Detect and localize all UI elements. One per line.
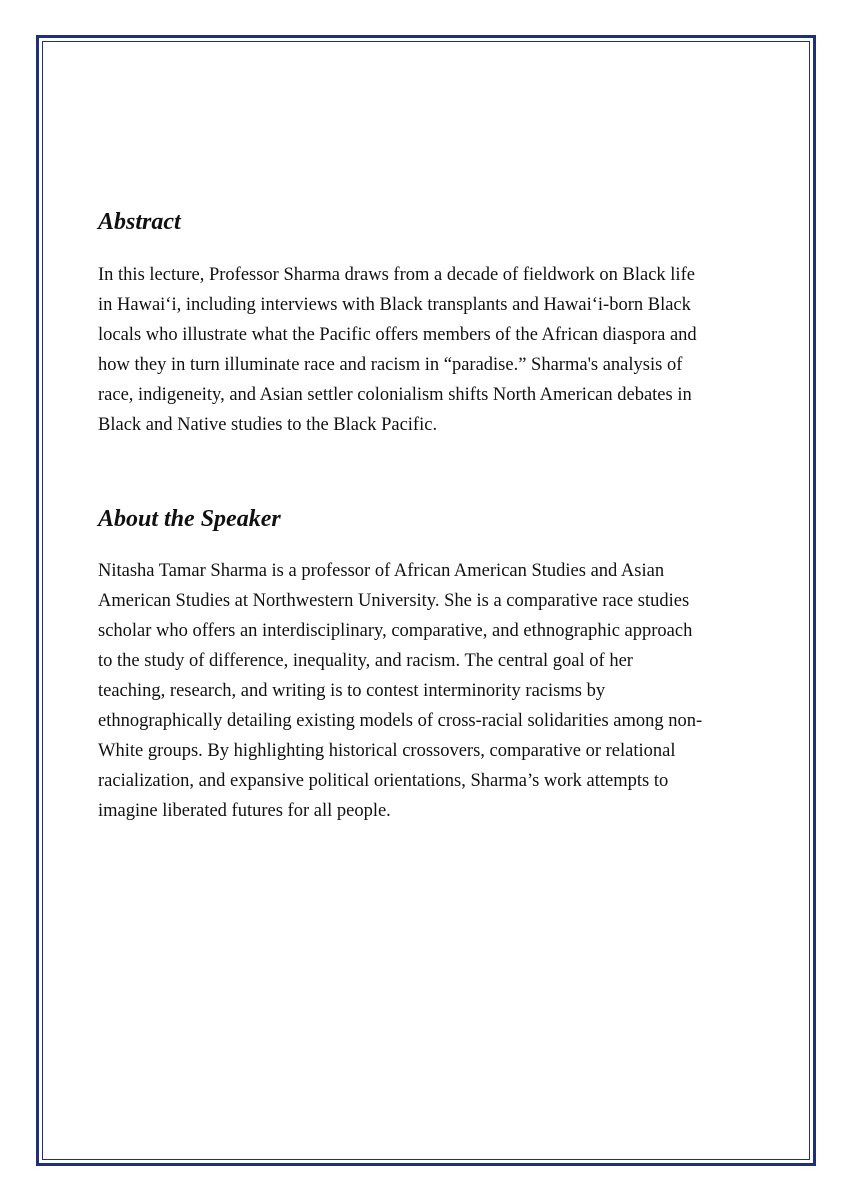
abstract-heading: Abstract <box>98 209 181 235</box>
abstract-line: how they in turn illuminate race and racism in “paradise.” Sharma's analysis of <box>98 355 683 375</box>
abstract-line: in Hawai‘i, including interviews with Black transplants and Hawai‘i-born Black <box>98 295 691 315</box>
speaker-line: racialization, and expansive political orientations, Sharma’s work attempts to <box>98 771 669 791</box>
speaker-line: imagine liberated futures for all people. <box>98 801 391 821</box>
speaker-line: White groups. By highlighting historical crossovers, comparative or relational <box>98 741 676 761</box>
speaker-line: teaching, research, and writing is to contest interminority racisms by <box>98 681 606 701</box>
speaker-line: ethnographically detailing existing models of cross-racial solidarities among non- <box>98 711 703 731</box>
abstract-line: locals who illustrate what the Pacific offers members of the African diaspora and <box>98 325 697 345</box>
speaker-heading: About the Speaker <box>98 506 281 532</box>
speaker-line: American Studies at Northwestern University. She is a comparative race studies <box>98 591 690 611</box>
abstract-paragraph <box>98 260 758 440</box>
speaker-paragraph <box>98 556 758 826</box>
abstract-line: race, indigeneity, and Asian settler colonialism shifts North American debates in <box>98 385 692 405</box>
speaker-line: scholar who offers an interdisciplinary, comparative, and ethnographic approach <box>98 621 693 641</box>
abstract-line: Black and Native studies to the Black Pacific. <box>98 415 438 435</box>
speaker-line: Nitasha Tamar Sharma is a professor of African American Studies and Asian <box>98 561 665 581</box>
speaker-line: to the study of difference, inequality, and racism. The central goal of her <box>98 651 633 671</box>
abstract-line: In this lecture, Professor Sharma draws from a decade of fieldwork on Black life <box>98 265 695 285</box>
